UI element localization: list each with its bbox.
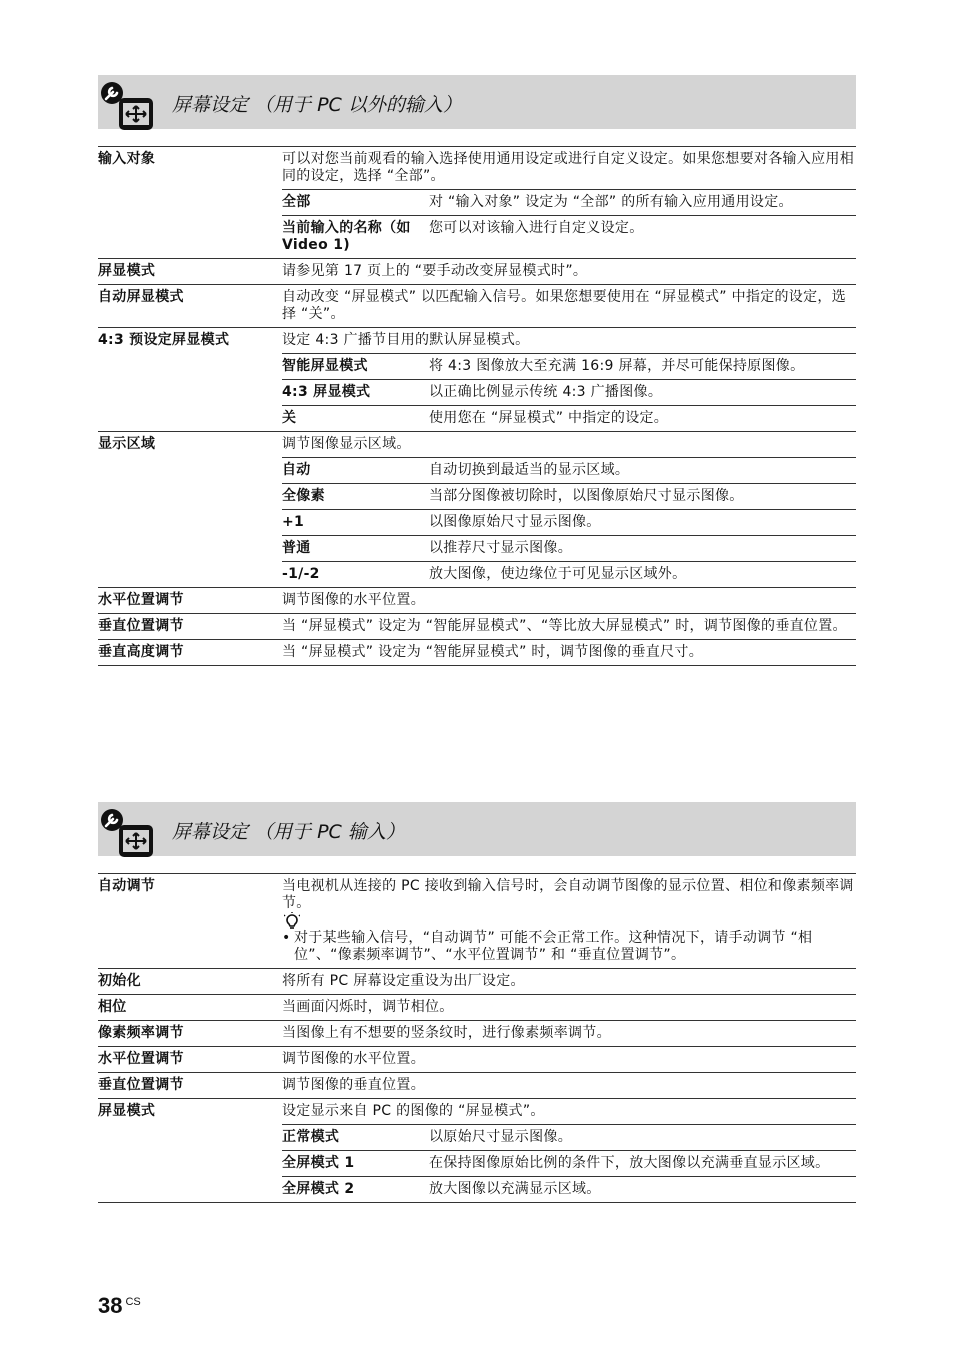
- settings-table: [98, 146, 856, 666]
- sub-label: 全部: [282, 194, 311, 210]
- sub-row: [282, 353, 856, 379]
- table-row: [98, 1073, 856, 1099]
- row-label: 自动调节: [98, 878, 156, 894]
- section-banner: [98, 75, 856, 129]
- row-desc: 当电视机从连接的 PC 接收到输入信号时，会自动调节图像的显示位置、相位和像素频率调节。: [282, 878, 854, 911]
- sub-row: [282, 1176, 856, 1202]
- sub-label: 全屏模式 2: [282, 1181, 355, 1197]
- row-label: 输入对象: [98, 151, 156, 167]
- table-row: [98, 640, 856, 666]
- table-row: [98, 285, 856, 328]
- row-label: 垂直位置调节: [98, 618, 184, 634]
- sub-row: [282, 379, 856, 405]
- row-desc: 调节图像显示区域。: [282, 436, 411, 452]
- row-label: 水平位置调节: [98, 1051, 184, 1067]
- screen-move-icon: [118, 97, 154, 131]
- sub-desc: 使用您在 “屏显模式” 中指定的设定。: [429, 410, 669, 426]
- sub-row: [282, 189, 856, 215]
- row-label: 水平位置调节: [98, 592, 184, 608]
- row-desc: 当图像上有不想要的竖条纹时，进行像素频率调节。: [282, 1025, 611, 1041]
- sub-label: 正常模式: [282, 1129, 340, 1145]
- sub-row: [282, 483, 856, 509]
- row-label: 屏显模式: [98, 1103, 156, 1119]
- row-desc: 设定 4:3 广播节目用的默认屏显模式。: [282, 332, 530, 348]
- table-row: [98, 147, 856, 259]
- row-desc: 可以对您当前观看的输入选择使用通用设定或进行自定义设定。如果您想要对各输入应用相同的设定，选择 “全部”。: [282, 151, 854, 184]
- sub-row: [282, 1124, 856, 1150]
- table-row: [98, 969, 856, 995]
- tip-bullet: • 对于某些输入信号，“自动调节” 可能不会正常工作。这种情况下，请手动调节 “相位”、“像素频率调节”、“水平位置调节” 和 “垂直位置调节”。: [282, 930, 813, 963]
- sub-desc: 放大图像以充满显示区域。: [429, 1181, 601, 1197]
- row-label: 垂直高度调节: [98, 644, 184, 660]
- sub-label: 全屏模式 1: [282, 1155, 355, 1171]
- row-label: 相位: [98, 999, 127, 1015]
- sub-label: +1: [282, 514, 305, 530]
- sub-desc: 放大图像，使边缘位于可见显示区域外。: [429, 566, 687, 582]
- sub-label: 当前输入的名称（如 Video 1): [282, 220, 411, 253]
- row-desc: 当画面闪烁时，调节相位。: [282, 999, 454, 1015]
- sub-desc: 在保持图像原始比例的条件下，放大图像以充满垂直显示区域。: [429, 1155, 830, 1171]
- table-row: [98, 259, 856, 285]
- sub-row: [282, 405, 856, 431]
- section-banner: [98, 802, 856, 856]
- row-label: 自动屏显模式: [98, 289, 184, 305]
- screen-move-icon: [118, 824, 154, 858]
- table-row: [98, 995, 856, 1021]
- row-desc: 设定显示来自 PC 的图像的 “屏显模式”。: [282, 1103, 545, 1119]
- table-row: [98, 874, 856, 969]
- sub-desc: 以正确比例显示传统 4:3 广播图像。: [429, 384, 663, 400]
- sub-desc: 当部分图像被切除时，以图像原始尺寸显示图像。: [429, 488, 744, 504]
- row-label: 初始化: [98, 973, 141, 989]
- sub-desc: 以图像原始尺寸显示图像。: [429, 514, 601, 530]
- section-non-pc: [98, 75, 856, 666]
- sub-label: 智能屏显模式: [282, 358, 368, 374]
- row-label: 像素频率调节: [98, 1025, 184, 1041]
- sub-label: 自动: [282, 462, 311, 478]
- sub-row: [282, 561, 856, 587]
- table-row: [98, 328, 856, 432]
- sub-desc: 对 “输入对象” 设定为 “全部” 的所有输入应用通用设定。: [429, 194, 793, 210]
- section-pc: [98, 802, 856, 1203]
- sub-row: [282, 457, 856, 483]
- row-desc: 自动改变 “屏显模式” 以匹配输入信号。如果您想要使用在 “屏显模式” 中指定的设定，选择 “关”。: [282, 289, 847, 322]
- table-row: [98, 1099, 856, 1203]
- sub-desc: 以推荐尺寸显示图像。: [429, 540, 572, 556]
- table-row: [98, 1047, 856, 1073]
- table-row: [98, 432, 856, 588]
- sub-desc: 自动切换到最适当的显示区域。: [429, 462, 630, 478]
- sub-row: [282, 215, 856, 258]
- sub-row: [282, 509, 856, 535]
- sub-label: 普通: [282, 540, 311, 556]
- sub-row: [282, 1150, 856, 1176]
- sub-row: [282, 535, 856, 561]
- table-row: [98, 1021, 856, 1047]
- sub-label: 4:3 屏显模式: [282, 384, 371, 400]
- table-row: [98, 588, 856, 614]
- row-label: 4:3 预设定屏显模式: [98, 332, 230, 348]
- settings-table: [98, 873, 856, 1203]
- lightbulb-tip-icon: [284, 912, 300, 930]
- section-title: 屏幕设定 （用于 PC 以外的输入）: [172, 94, 462, 116]
- table-row: [98, 614, 856, 640]
- page-number: 38 $^{CS}$: [98, 1293, 141, 1318]
- sub-label: 全像素: [282, 488, 325, 504]
- row-desc: 当 “屏显模式” 设定为 “智能屏显模式”、“等比放大屏显模式” 时，调节图像的垂直位置。: [282, 618, 847, 634]
- row-desc: 当 “屏显模式” 设定为 “智能屏显模式” 时，调节图像的垂直尺寸。: [282, 644, 704, 660]
- sub-desc: 您可以对该输入进行自定义设定。: [429, 220, 644, 236]
- row-desc: 请参见第 17 页上的 “要手动改变屏显模式时”。: [282, 263, 588, 279]
- sub-desc: 以原始尺寸显示图像。: [429, 1129, 572, 1145]
- row-desc: 调节图像的垂直位置。: [282, 1077, 425, 1093]
- row-desc: 调节图像的水平位置。: [282, 592, 425, 608]
- sub-label: -1/-2: [282, 566, 320, 582]
- row-label: 显示区域: [98, 436, 156, 452]
- row-desc: 调节图像的水平位置。: [282, 1051, 425, 1067]
- row-desc: 将所有 PC 屏幕设定重设为出厂设定。: [282, 973, 525, 989]
- section-title: 屏幕设定 （用于 PC 输入）: [172, 821, 405, 843]
- row-label: 屏显模式: [98, 263, 156, 279]
- sub-label: 关: [282, 410, 297, 426]
- sub-desc: 将 4:3 图像放大至充满 16:9 屏幕，并尽可能保持原图像。: [429, 358, 805, 374]
- row-label: 垂直位置调节: [98, 1077, 184, 1093]
